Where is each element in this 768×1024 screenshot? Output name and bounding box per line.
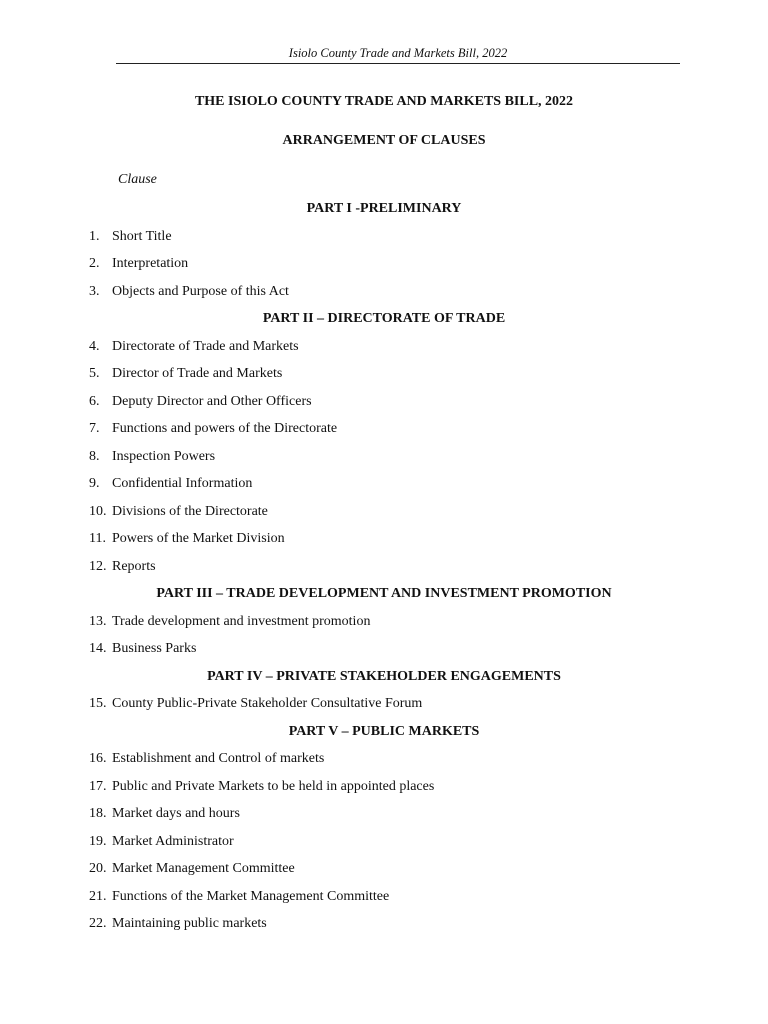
clause-number: 11.: [89, 531, 106, 546]
clause-title: Short Title: [112, 228, 172, 244]
clause-number: 1.: [89, 228, 100, 244]
clause-title: Functions and powers of the Directorate: [112, 421, 338, 436]
clause-title: Objects and Purpose of this Act: [112, 283, 289, 299]
clause-number: 9.: [89, 476, 100, 491]
clause-number: 3.: [89, 283, 100, 299]
clause-title: Trade development and investment promotion: [112, 613, 371, 629]
clause-title: Director of Trade and Markets: [112, 366, 283, 381]
clause-item: [0, 608, 768, 636]
clause-number: 8.: [89, 448, 100, 464]
clause-title: Divisions of the Directorate: [112, 503, 268, 519]
clause-item: [0, 443, 768, 471]
running-header: Isiolo County Trade and Markets Bill, 2022: [288, 46, 508, 60]
clause-number: 6.: [89, 393, 100, 409]
clause-item: [0, 470, 768, 498]
clause-title: Market Management Committee: [112, 861, 295, 876]
clause-title: Deputy Director and Other Officers: [112, 393, 312, 409]
part-heading: PART III – TRADE DEVELOPMENT AND INVESTMENT PROMOTION: [156, 586, 612, 601]
clause-title: Inspection Powers: [112, 448, 216, 464]
clause-item: [0, 498, 768, 526]
clause-number: 14.: [89, 641, 107, 656]
clause-number: 19.: [89, 833, 107, 849]
arrangement-heading: ARRANGEMENT OF CLAUSES: [282, 133, 486, 148]
part-heading: PART V – PUBLIC MARKETS: [288, 723, 480, 739]
table-of-contents: [0, 195, 768, 938]
clause-title: Reports: [112, 558, 156, 574]
clause-item: [0, 828, 768, 856]
clause-item: [0, 773, 768, 801]
clause-item: [0, 333, 768, 361]
clause-title: Public and Private Markets to be held in appointed places: [112, 778, 435, 794]
clause-item: [0, 360, 768, 388]
clause-title: Establishment and Control of markets: [112, 751, 325, 766]
document-title: THE ISIOLO COUNTY TRADE AND MARKETS BILL, 2022: [194, 94, 574, 109]
clause-title: Maintaining public markets: [112, 916, 267, 931]
clause-item: [0, 910, 768, 938]
clause-title: Interpretation: [112, 256, 189, 271]
clause-item: [0, 690, 768, 718]
part-heading: PART I -PRELIMINARY: [306, 201, 462, 216]
clause-number: 22.: [89, 916, 107, 931]
clause-item: [0, 635, 768, 663]
clause-title: Market Administrator: [112, 833, 234, 849]
clause-column-label: Clause: [118, 172, 157, 187]
clause-number: 5.: [89, 366, 100, 381]
clause-title: Powers of the Market Division: [112, 531, 285, 546]
clause-title: County Public-Private Stakeholder Consultative Forum: [112, 696, 423, 711]
clause-title: Market days and hours: [112, 806, 240, 821]
clause-title: Directorate of Trade and Markets: [112, 338, 299, 354]
part-heading: PART II – DIRECTORATE OF TRADE: [262, 311, 506, 326]
clause-number: 21.: [89, 888, 107, 904]
clause-number: 18.: [89, 806, 107, 821]
clause-item: [0, 745, 768, 773]
part-heading: PART IV – PRIVATE STAKEHOLDER ENGAGEMENTS: [207, 668, 561, 684]
clause-item: [0, 250, 768, 278]
clause-item: [0, 800, 768, 828]
clause-item: [0, 415, 768, 443]
clause-number: 7.: [89, 421, 100, 436]
clause-number: 20.: [89, 861, 107, 876]
clause-item: [0, 553, 768, 581]
clause-item: [0, 223, 768, 251]
clause-title: Business Parks: [112, 641, 197, 656]
clause-title: Confidential Information: [112, 476, 253, 491]
clause-number: 10.: [89, 503, 107, 519]
clause-number: 12.: [89, 558, 107, 574]
clause-item: [0, 855, 768, 883]
clause-number: 17.: [89, 778, 107, 794]
clause-item: [0, 883, 768, 911]
clause-item: [0, 525, 768, 553]
clause-number: 2.: [89, 256, 100, 271]
clause-item: [0, 278, 768, 306]
clause-number: 15.: [89, 696, 107, 711]
clause-title: Functions of the Market Management Committee: [112, 888, 390, 904]
clause-number: 13.: [89, 613, 107, 629]
header-rule: [116, 63, 680, 64]
clause-number: 4.: [89, 338, 100, 354]
clause-item: [0, 388, 768, 416]
clause-number: 16.: [89, 751, 107, 766]
